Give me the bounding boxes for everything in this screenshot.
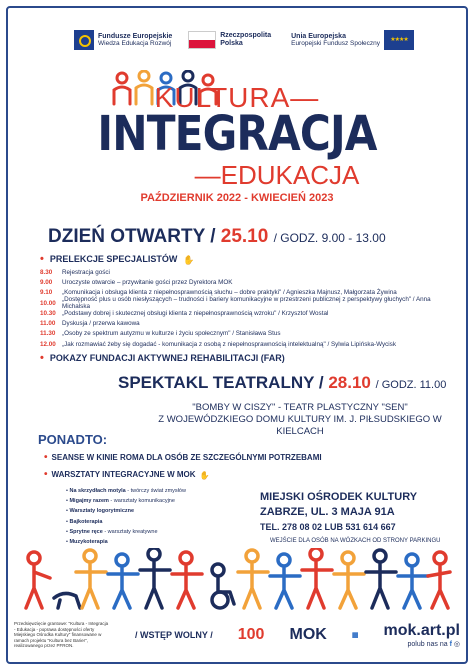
schedule-text: „Dostępność plus u osób niesłyszących – trudności i bariery komunikacyjne w przestrzeni publicznej z perspektywy głuchych" / Anna Michalska xyxy=(61,296,431,311)
people-illustration xyxy=(20,548,454,610)
workshop-item: • Migajmy razem - warsztaty komunikacyjne xyxy=(66,498,175,505)
schedule-time: 10.30 xyxy=(40,309,56,317)
schedule-time: 10.00 xyxy=(40,299,56,307)
far-shows-item xyxy=(40,352,460,364)
schedule-time: 9.00 xyxy=(40,278,53,286)
workshop-name: Warsztaty logorytmiczne xyxy=(69,508,135,515)
theatre-heading xyxy=(118,373,446,393)
venue-address: ZABRZE, UL. 3 MAJA 91A xyxy=(260,506,395,519)
workshop-desc: - twórczy świat zmysłów xyxy=(125,488,186,494)
free-entry xyxy=(135,630,213,640)
open-day-heading xyxy=(48,226,386,248)
workshop-item: • Bajkoterapia xyxy=(66,518,103,525)
anniversary-logo: 100 xyxy=(237,626,265,643)
workshop-name: Muzykoterapia xyxy=(69,539,108,546)
workshop-name: Na skrzydłach motyla xyxy=(69,488,126,494)
workshop-name: Migajmy razem xyxy=(69,498,109,505)
theatre-date: 28.10 xyxy=(328,373,371,392)
facebook-icon[interactable]: f xyxy=(449,641,452,648)
lectures-item xyxy=(40,253,460,265)
workshop-item: • Na skrzydłach motyla - twórczy świat zmysłów xyxy=(66,488,186,494)
workshops-label: • WARSZTATY INTEGRACYJNE W MOK xyxy=(51,470,196,479)
logos-bar xyxy=(74,24,414,56)
schedule-text: „Podstawy dobrej i skutecznej obsługi klienta z niepełnosprawnością wzroku" / Krzysztof Wostal xyxy=(62,309,329,317)
title-edukacja: —EDUKACJA xyxy=(194,160,360,190)
workshop-desc: - warsztaty kreatywne xyxy=(102,528,158,535)
workshop-item: • Warsztaty logorytmiczne xyxy=(66,508,135,515)
rp-title: Rzeczpospolita Polska xyxy=(220,32,272,47)
fe-title: Fundusze Europejskie xyxy=(98,32,173,40)
far-shows-label: • POKAZY FUNDACJI AKTYWNEJ REHABILITACJI (FAR) xyxy=(49,353,285,364)
ue-title: Unia Europejska xyxy=(291,32,346,40)
polish-flag-icon xyxy=(188,31,216,49)
mok-logo-text: MOK xyxy=(289,626,327,643)
venue-phone: TEL. 278 08 02 LUB 531 614 667 xyxy=(260,521,396,532)
cinema-label: • SEANSE W KINIE ROMA DLA OSÓB ZE SZCZEGÓLNYMI POTRZEBAMI xyxy=(51,453,322,462)
schedule-text: „Komunikacja i obsługa klienta z niepełnosprawnością słuchu – dobre praktyki" / Agnieszka Majnusz, Małgorzata Żywina xyxy=(62,289,397,297)
schedule-text: Dyskusja / przerwa kawowa xyxy=(62,320,140,328)
schedule-time: 11.30 xyxy=(40,330,56,338)
workshop-item: • Muzykoterapia xyxy=(66,539,108,546)
sign-language-icon: ✋ xyxy=(199,470,210,480)
schedule-text: „Osoby ze spektrum autyzmu w kulturze i życiu społecznym" / Stanisława Stus xyxy=(62,330,281,338)
title-kultura: KULTURA— xyxy=(154,82,320,113)
rzeczpospolita-logo xyxy=(188,31,275,49)
sign-language-icon: ✋ xyxy=(183,255,195,265)
open-day-label: DZIEŃ OTWARTY / xyxy=(48,226,216,247)
cinema-item xyxy=(44,452,322,463)
eu-flag-icon: ★★★★ xyxy=(384,30,414,50)
schedule-text: Rejestracja gości xyxy=(62,268,110,276)
unia-europejska-logo xyxy=(291,30,414,50)
lectures-label: • PRELEKCJE SPECJALISTÓW xyxy=(49,254,178,264)
website-link[interactable]: mok.art.pl xyxy=(383,622,460,639)
open-day-date: 25.10 xyxy=(220,226,269,247)
follow-label: polub nas na xyxy=(407,641,448,648)
wheelchair-note: WEJŚCIE DLA OSÓB NA WÓZKACH OD STRONY PARKINGU xyxy=(270,538,441,544)
social-follow xyxy=(384,640,460,648)
open-day-time: / GODZ. 9.00 - 13.00 xyxy=(273,231,386,245)
schedule-text: „Jak rozmawiać żeby się dogadać - komunikacja z osobą z niepełnosprawnością intelektualną" / Sylwia Lipińska-Wycisk xyxy=(62,340,396,348)
theatre-details xyxy=(150,402,450,438)
schedule-row xyxy=(40,296,460,311)
schedule-row xyxy=(40,318,460,328)
footer xyxy=(14,612,460,658)
project-dates: PAŹDZIERNIK 2022 - KWIECIEŃ 2023 xyxy=(140,192,334,204)
workshop-desc: - warsztaty komunikacyjne xyxy=(108,498,175,505)
play-title: "BOMBY W CISZY" - TEATR PLASTYCZNY "SEN" xyxy=(192,402,408,413)
schedule-row xyxy=(40,277,460,287)
workshop-item: • Sprytne ręce - warsztaty kreatywne xyxy=(66,528,158,535)
ue-subtitle: Europejski Fundusz Społeczny xyxy=(291,40,380,48)
fe-subtitle: Wiedza Edukacja Rozwój xyxy=(98,40,172,48)
theatre-time: / GODZ. 11.00 xyxy=(375,379,447,391)
mok-logo xyxy=(289,626,326,644)
funding-note: Przedsięwzięcie grantowe: "Kultura - Integracja - Edukacja - poprawa dostępności oferty Miejskiego Ośrodka Kultury" finansowane w ramach projektu "Kultura bez Barier", realizowanego przez PFRON. xyxy=(14,620,109,649)
schedule-row xyxy=(40,329,460,339)
schedule-time: 11.00 xyxy=(40,320,56,328)
workshops-item xyxy=(44,469,322,480)
schedule-row xyxy=(40,339,460,349)
free-entry-label: / WSTĘP WOLNY / xyxy=(135,630,213,640)
pfron-logo: ▦ xyxy=(351,632,359,639)
venue-block xyxy=(260,490,460,533)
title-integracja: INTEGRACJA xyxy=(97,106,377,162)
website-block xyxy=(384,622,460,648)
schedule-time: 9.10 xyxy=(40,289,53,297)
schedule-time: 8.30 xyxy=(40,268,53,276)
open-day-schedule xyxy=(40,253,460,366)
workshop-name: Bajkoterapia xyxy=(69,518,103,525)
play-venue: Z WOJEWÓDZKIEGO DOMU KULTURY IM. J. PIŁSUDSKIEGO W KIELCACH xyxy=(158,413,442,437)
venue-name: MIEJSKI OŚRODEK KULTURY xyxy=(260,491,418,503)
ponadto-heading: PONADTO: xyxy=(38,432,108,447)
schedule-text: Uroczyste otwarcie – przywitanie gości przez Dyrektora MOK xyxy=(62,278,233,286)
fundusze-europejskie-logo xyxy=(74,30,172,50)
instagram-icon[interactable]: ◎ xyxy=(453,641,460,648)
schedule-time: 12.00 xyxy=(40,340,56,348)
schedule-row xyxy=(40,267,460,277)
fe-icon xyxy=(74,30,94,50)
workshop-name: Sprytne ręce xyxy=(69,528,103,535)
theatre-label: SPEKTAKL TEATRALNY / xyxy=(118,373,324,392)
